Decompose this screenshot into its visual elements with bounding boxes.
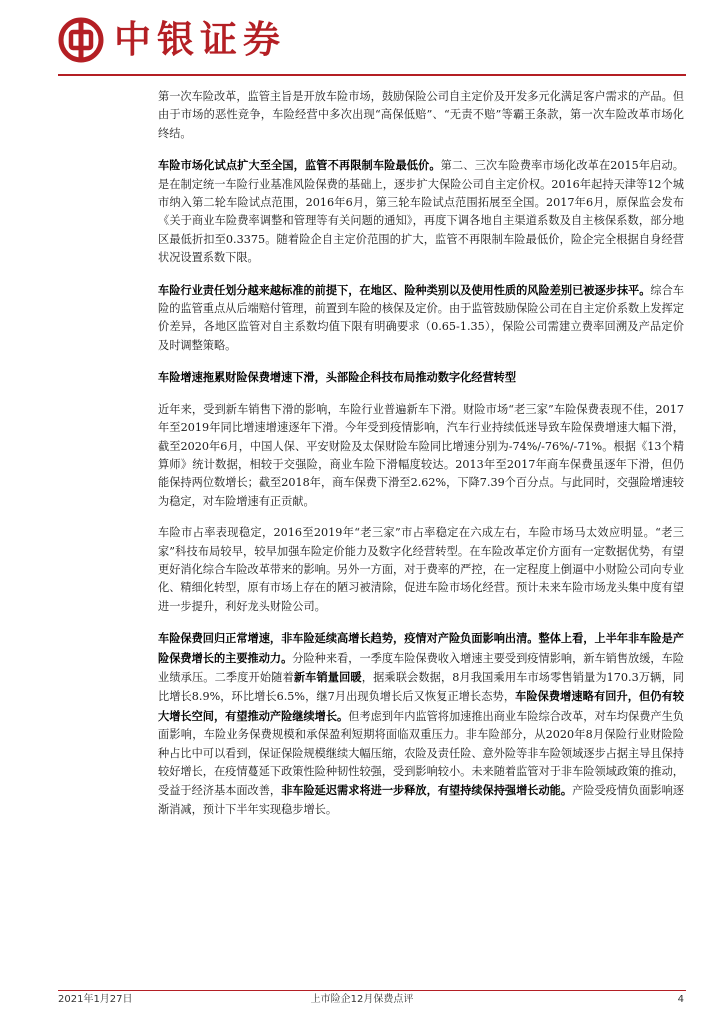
report-body — [158, 88, 684, 832]
paragraph-text: 产险受疫情负面影响逐渐消减，预计下半年实现稳步增长。 — [158, 784, 684, 816]
emphasis-text: 非车险延迟需求将进一步释放，有望持续保持强增长动能。 — [281, 783, 573, 798]
paragraph-text: 第一次车险改革，监管主旨是开放车险市场，鼓励保险公司自主定价及开发多元化满足客户需求的产品。但由于市场的恶性竞争，车险经营中多次出现“高保低赔”、“无责不赔”等霸王条款，第一次车险改革市场化终结。 — [158, 90, 684, 140]
page-header — [0, 0, 724, 80]
body-paragraph — [158, 88, 684, 143]
emphasis-text: 新车销量回暖 — [293, 669, 362, 684]
body-paragraph — [158, 401, 684, 511]
paragraph-text: 但考虑到年内监管将加速推出商业车险综合改革，对车均保费产生负面影响，车险业务保费规模和承保盈利短期将面临双重压力。非车险部分，从2020年8月保险行业财险险种占比中可以看到，保证保险规模继续大幅压缩，农险及责任险、意外险等非车险领域逐步占据主导且保持较好增长，在疫情蔓延下政策性险种韧性较强，受到影响较小。未来随着监管对于非车险领域政策的推动，受益于经济基本面改善， — [158, 709, 684, 798]
brand-name: 中银证券 — [114, 18, 286, 61]
body-paragraph — [158, 524, 684, 616]
footer-title: 上市险企12月保费点评 — [310, 994, 414, 1005]
paragraph-text: 车险市占率表现稳定，2016至2019年“老三家”市占率稳定在六成左右，车险市场马太效应明显。“老三家”科技布局较早，较早加强车险定价能力及数字化经营转型。在车险改革定价方面有一定数据优势，有望更好消化综合车险改革带来的影响。另外一方面，对于费率的严控，在一定程度上倒逼中小财险公司向专业化、精细化转型，原有市场上存在的陋习被清除，促进车险市场化经营。预计未来车险市场龙头集中度有望进一步提升，利好龙头财险公司。 — [158, 526, 684, 613]
body-paragraph — [158, 156, 684, 267]
page-number: 4 — [677, 994, 684, 1005]
paragraph-text: ，据乘联会数据，8月我国乘用车市场零售销量为170.3万辆，同比增长8.9%，环比增长6.5%，继7月出现负增长后又恢复正增长态势， — [158, 670, 684, 704]
emphasis-text: 车险增速拖累财险保费增速下滑，头部险企科技布局推动数字化经营转型 — [158, 370, 517, 385]
paragraph-text: 综合车险的监管重点从后端赔付管理，前置到车险的核保及定价。由于监管鼓励保险公司在自主定价系数上发挥定价差异，各地区监管对自主系数均值下限有明确要求（0.65-1.35），保险公司需建立费率回溯及产品定价及时调整策略。 — [158, 283, 684, 352]
paragraph-text: 第二、三次车险费率市场化改革在2015年启动。是在制定统一车险行业基准风险保费的基础上，逐步扩大保险公司自主定价权。2016年起持天津等12个城市纳入第二轮车险试点范围，2016年6月，第三轮车险试点范围拓展至全国。2017年6月，原保监会发布《关于商业车险费率调整和管理等有关问题的通知》，再度下调各地自主渠道系数及自主核保系数，部分地区最低折扣至0.3375。随着险企自主定价范围的扩大，监管不再限制车险最低价，险企完全根据自身经营状况设置系数下限。 — [158, 159, 684, 265]
footer-divider — [58, 990, 686, 991]
paragraph-text: 近年来，受到新车销售下滑的影响，车险行业普遍新车下滑。财险市场“老三家”车险保费表现不佳，2017年至2019年同比增速增速逐年下滑。今年受到疫情影响，汽车行业持续低迷导致车险保费增速大幅下滑，截至2020年6月，中国人保、平安财险及太保财险车险同比增速分别为-74%/-76%/-71%。根据《13个精算师》统计数据，相较于交强险，商业车险下滑幅度较达。2013年至2017年商车保费虽逐年下滑，但仍能保持两位数增长；截至2018年，商车保费下滑至2.62%，下降7.39个百分点。与此同时，交强险增速较为稳定，对车险增速有正贡献。 — [158, 402, 684, 508]
footer-date: 2021年1月27日 — [58, 994, 133, 1005]
bank-of-china-logo-icon — [58, 17, 104, 63]
brand-logo — [58, 17, 286, 63]
paragraph-text: 分险种来看，一季度车险保费收入增速主要受到疫情影响，新车销售放缓，车险业绩承压。二季度开始随着 — [158, 651, 684, 684]
body-paragraph — [158, 281, 684, 356]
emphasis-text: 车险市场化试点扩大至全国，监管不再限制车险最低价。 — [158, 158, 441, 173]
emphasis-text: 车险行业责任划分越来越标准的前提下，在地区、险种类别以及使用性质的风险差别已被逐步抹平。 — [158, 282, 651, 297]
body-paragraph — [158, 629, 684, 819]
header-divider — [58, 74, 686, 76]
emphasis-text: 车险保费增速略有回升，但仍有较大增长空间，有望推动产险继续增长。 — [158, 689, 684, 723]
emphasis-text: 车险保费回归正常增速，非车险延续高增长趋势，疫情对产险负面影响出清。整体上看，上半年非车险是产险保费增长的主要推动力。 — [158, 631, 684, 665]
body-paragraph — [158, 368, 684, 387]
